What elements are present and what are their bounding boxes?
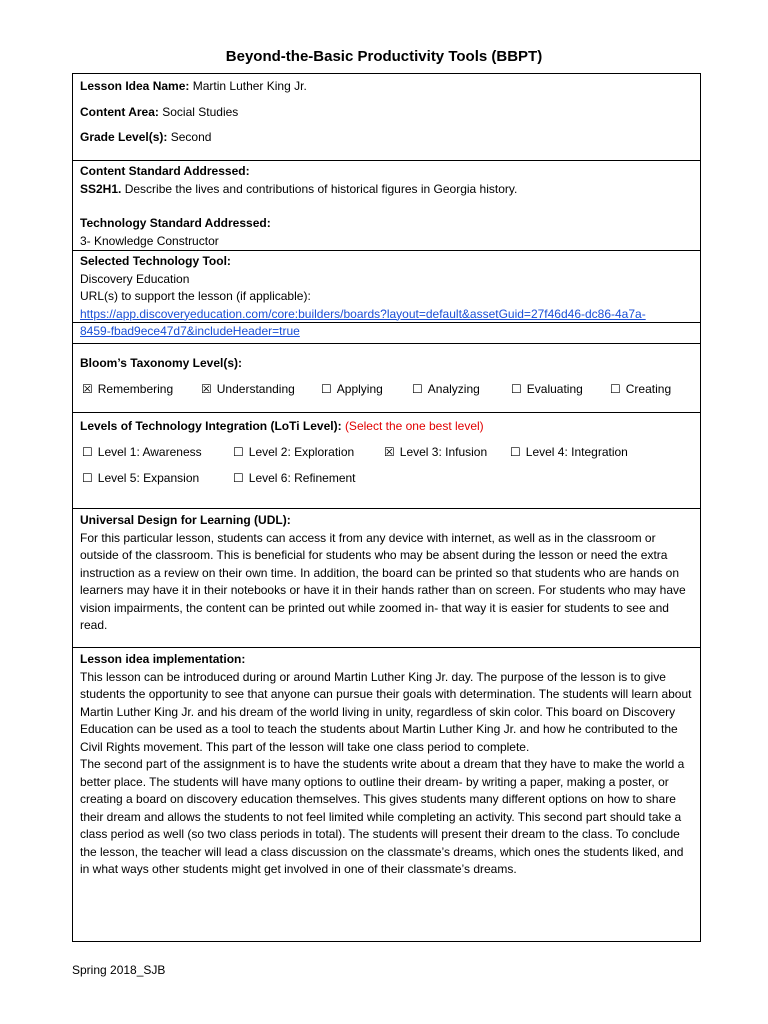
option-label: Applying xyxy=(336,381,383,396)
content-area-value: Social Studies xyxy=(162,104,239,119)
footer-text: Spring 2018_SJB xyxy=(72,963,166,977)
lesson-name-value: Martin Luther King Jr. xyxy=(192,79,307,93)
udl-section xyxy=(73,509,700,648)
checked-box-icon[interactable]: ☒ xyxy=(384,444,395,459)
implementation-paragraph-1: This lesson can be introduced during or around Martin Luther King Jr. day. The purpose of the lesson is to give students the opportunity to see that anyone can pursue their goals with determination. The students will learn about Martin Luther King Jr. and his dream of the world living in unity, regardless of skin color. This board on Discovery Education can be used as a tool to teach the students about Martin Luther King Jr. and how he contributed to the Civil Rights movement. This part of the lesson will take one class period to complete. xyxy=(80,669,692,754)
loti-label-row xyxy=(80,418,693,436)
loti-options-row2 xyxy=(80,470,693,488)
content-area-row xyxy=(80,104,693,122)
checked-box-icon[interactable]: ☒ xyxy=(201,381,212,396)
grade-level-label: Grade Level(s): xyxy=(80,130,168,144)
checkbox-icon[interactable]: ☐ xyxy=(412,381,423,396)
blooms-options xyxy=(80,381,693,399)
checkbox-icon[interactable]: ☐ xyxy=(82,470,93,485)
checkbox-icon[interactable]: ☐ xyxy=(233,470,244,485)
grade-level-value: Second xyxy=(170,130,212,144)
content-standard-text: Describe the lives and contributions of historical figures in Georgia history. xyxy=(124,181,518,196)
technology-standard-value: 3- Knowledge Constructor xyxy=(80,233,219,248)
loti-section xyxy=(73,413,700,509)
loti-option-level4[interactable] xyxy=(510,444,628,462)
lesson-name-label: Lesson Idea Name: xyxy=(80,79,190,93)
loti-option-level1[interactable] xyxy=(82,444,202,462)
loti-option-level2[interactable] xyxy=(233,444,354,462)
blooms-option-evaluating[interactable] xyxy=(511,381,583,399)
content-standard-row xyxy=(80,181,693,199)
lesson-url-link[interactable] xyxy=(80,306,693,341)
blooms-option-remembering[interactable] xyxy=(82,381,173,399)
grade-level-row xyxy=(80,129,693,147)
content-standard-code: SS2H1. xyxy=(80,181,122,196)
blooms-option-analyzing[interactable] xyxy=(412,381,480,399)
udl-text: For this particular lesson, students can access it from any device with internet, as well as in the classroom or outside of the classroom. This is beneficial for students who may be absent during the lesson or need the extra instruction as a review on their own time. In addition, the board can be printed so that students who are hands on learners may have it in their notebooks or have it in their hands rather than on screen. For students who may have vision impairments, the content can be printed out while zoomed in- that way it is easier for students to see and read. xyxy=(80,530,686,632)
technology-tool-label: Selected Technology Tool: xyxy=(80,254,231,268)
implementation-label: Lesson idea implementation: xyxy=(80,652,246,666)
loti-label: Levels of Technology Integration (LoTi Level): xyxy=(80,419,342,433)
option-label: Level 4: Integration xyxy=(525,444,628,459)
loti-option-level5[interactable] xyxy=(82,470,199,488)
lesson-url-line2[interactable]: 8459-fbad9ece47d7&includeHeader=true xyxy=(80,324,300,338)
option-label: Remembering xyxy=(97,381,174,396)
checkbox-icon[interactable]: ☐ xyxy=(511,381,522,396)
loti-note: (Select the one best level) xyxy=(344,419,484,433)
option-label: Understanding xyxy=(216,381,295,396)
lesson-info-section xyxy=(73,74,700,161)
option-label: Level 6: Refinement xyxy=(248,470,356,485)
blooms-option-creating[interactable] xyxy=(610,381,671,399)
lesson-url-line1[interactable]: https://app.discoveryeducation.com/core:builders/boards?layout=default&assetGuid=27f46d46-dc86-4a7a- xyxy=(80,306,646,321)
loti-option-level6[interactable] xyxy=(233,470,356,488)
implementation-paragraph-2: The second part of the assignment is to have the students write about a dream that they have to make the world a better place. The students will have many options to outline their dream- by writing a paper, making a poster, or creating a board on discovery education themselves. This gives students many different options on how to share their dream and allows the students to not feel limited while completing an activity. This second part should take a class period as well (so two class periods in total). The students will present their dream to the class. To conclude the lesson, the teacher will lead a class discussion on the classmate’s dreams, which ones the students liked, and in what ways other students might get involved in one of their classmate’s dreams. xyxy=(80,757,685,876)
bbpt-table xyxy=(72,73,701,942)
checkbox-icon[interactable]: ☐ xyxy=(610,381,621,396)
option-label: Level 1: Awareness xyxy=(97,444,202,459)
checkbox-icon[interactable]: ☐ xyxy=(233,444,244,459)
option-label: Analyzing xyxy=(427,381,480,396)
option-label: Level 2: Exploration xyxy=(248,444,355,459)
content-standard-label: Content Standard Addressed: xyxy=(80,164,250,178)
checkbox-icon[interactable]: ☐ xyxy=(321,381,332,396)
udl-label: Universal Design for Learning (UDL): xyxy=(80,513,291,527)
technology-tool-section xyxy=(73,250,700,344)
checkbox-icon[interactable]: ☐ xyxy=(82,444,93,459)
loti-options-row1 xyxy=(80,444,693,462)
lesson-name-row xyxy=(80,78,693,96)
content-area-label: Content Area: xyxy=(80,104,159,119)
technology-standard-label: Technology Standard Addressed: xyxy=(80,216,271,230)
option-label: Evaluating xyxy=(526,381,583,396)
checked-box-icon[interactable]: ☒ xyxy=(82,381,93,396)
blooms-label: Bloom’s Taxonomy Level(s): xyxy=(80,356,243,370)
checkbox-icon[interactable]: ☐ xyxy=(510,444,521,459)
document-title: Beyond-the-Basic Productivity Tools (BBPT) xyxy=(225,48,543,65)
implementation-section xyxy=(73,648,700,941)
option-label: Creating xyxy=(625,381,672,396)
blooms-option-understanding[interactable] xyxy=(201,381,295,399)
option-label: Level 3: Infusion xyxy=(399,444,488,459)
option-label: Level 5: Expansion xyxy=(97,470,200,485)
blooms-section xyxy=(73,350,700,413)
url-label: URL(s) to support the lesson (if applicable): xyxy=(80,289,311,303)
blooms-option-applying[interactable] xyxy=(321,381,383,399)
technology-tool-value: Discovery Education xyxy=(80,271,190,286)
loti-option-level3[interactable] xyxy=(384,444,487,462)
